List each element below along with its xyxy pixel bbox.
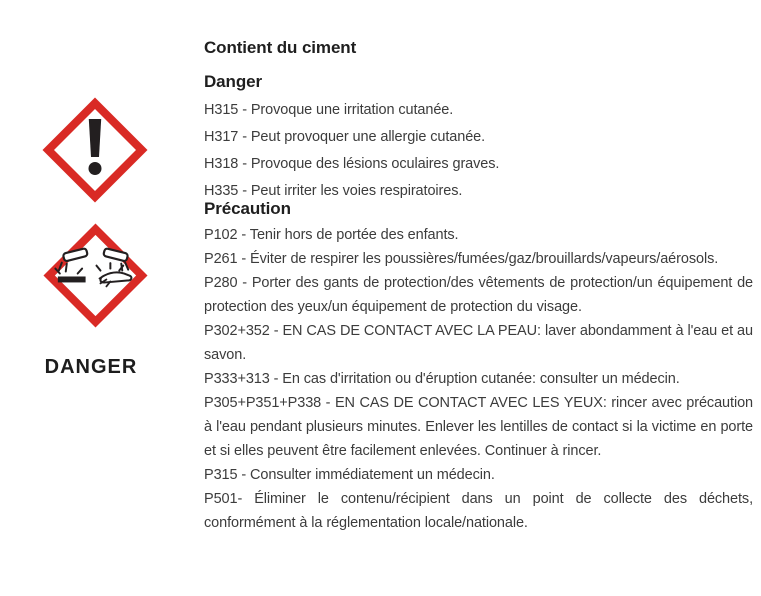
- statement-h318: H318 - Provoque des lésions oculaires graves.: [204, 156, 500, 172]
- statement-p302-352: P302+352 - EN CAS DE CONTACT AVEC LA PEAU: laver abondamment à l'eau et au savon.: [204, 323, 753, 363]
- label-text-column: [204, 38, 753, 535]
- statement-p280: P280 - Porter des gants de protection/des vêtements de protection/un équipement de protection des yeux/un équipement de protection du visage.: [204, 275, 753, 315]
- precaution-section-heading: Précaution: [204, 199, 291, 218]
- statement-p333-313: P333+313 - En cas d'irritation ou d'éruption cutanée: consulter un médecin.: [204, 371, 680, 387]
- statement-p261: P261 - Éviter de respirer les poussières/fumées/gaz/brouillards/vapeurs/aérosols.: [204, 251, 719, 267]
- signal-word: DANGER: [44, 356, 138, 378]
- statement-p501: P501- Éliminer le contenu/récipient dans un point de collecte des déchets, conformément à la réglementation locale/nationale.: [204, 491, 753, 531]
- hazard-section-heading: Danger: [204, 72, 262, 91]
- statement-h315: H315 - Provoque une irritation cutanée.: [204, 102, 454, 118]
- statement-p305-p351-p338: P305+P351+P338 - EN CAS DE CONTACT AVEC LES YEUX: rincer avec précaution à l'eau pendant plusieurs minutes. Enlever les lentilles de contact si la victime en porte et si elles peuvent être facilement enlevées. Continuer à rincer.: [204, 395, 753, 459]
- statement-h335: H335 - Peut irriter les voies respiratoires.: [204, 183, 463, 199]
- ghs05-corrosion-icon: [41, 221, 150, 330]
- statement-h317: H317 - Peut provoquer une allergie cutanée.: [204, 129, 486, 145]
- statement-p315: P315 - Consulter immédiatement un médecin.: [204, 467, 495, 483]
- statement-p102: P102 - Tenir hors de portée des enfants.: [204, 227, 459, 243]
- ghs07-exclamation-mark-icon: [40, 95, 150, 205]
- contains-statement: Contient du ciment: [204, 38, 357, 57]
